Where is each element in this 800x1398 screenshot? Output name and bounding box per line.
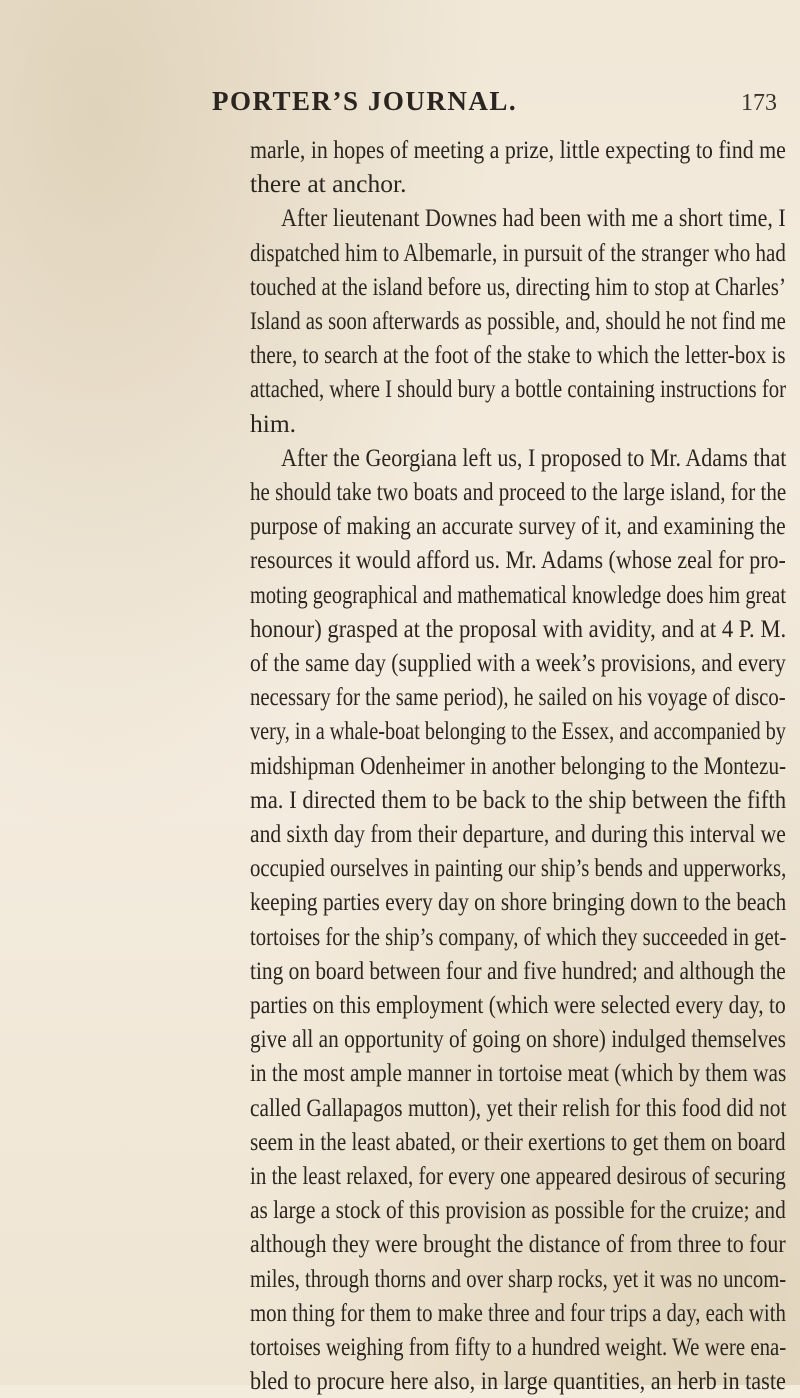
text-line: give all an opportunity of going on shore) indulged themselves: [250, 1024, 786, 1054]
text-line: he should take two boats and proceed to the large island, for the: [250, 477, 787, 506]
text-line: ting on board between four and five hundred; and although the: [250, 955, 786, 985]
text-line: occupied ourselves in painting our ship’s bends and upperworks,: [250, 853, 787, 883]
text-line: moting geographical and mathematical knowledge does him great: [250, 579, 786, 609]
text-line: and sixth day from their departure, and during this interval we: [250, 819, 786, 848]
text-line: bled to procure here also, in large quantities, an herb in taste: [250, 1366, 786, 1396]
text-line: parties on this employment (which were selected every day, to: [250, 990, 786, 1019]
text-line: keeping parties every day on shore bringing down to the beach: [250, 887, 787, 917]
text-line: necessary for the same period), he sailed on his voyage of disco-: [250, 682, 786, 712]
text-line: purpose of making an accurate survey of it, and examining the: [250, 511, 786, 541]
text-line: After lieutenant Downes had been with me a short time, I: [281, 203, 786, 233]
text-line: in the least relaxed, for every one appeared desirous of securing: [250, 1161, 786, 1190]
text-line: there at anchor.: [250, 169, 407, 199]
text-line: mon thing for them to make three and four trips a day, each with: [250, 1297, 786, 1327]
text-line: Island as soon afterwards as possible, and, should he not find me: [250, 306, 786, 335]
text-line: touched at the island before us, directing him to stop at Charles’: [250, 271, 786, 301]
text-line: resources it would afford us. Mr. Adams (whose zeal for pro-: [250, 545, 786, 575]
text-line: although they were brought the distance of from three to four: [250, 1229, 786, 1259]
text-line: in the most ample manner in tortoise meat (which by them was: [250, 1058, 787, 1088]
text-line: After the Georgiana left us, I proposed to Mr. Adams that: [281, 442, 787, 472]
text-line: tortoises for the ship’s company, of which they succeeded in get-: [250, 921, 787, 951]
text-line: him.: [250, 408, 297, 438]
text-line: seem in the least abated, or their exertions to get them on board: [250, 1126, 786, 1156]
running-title: PORTER’S JOURNAL.: [212, 86, 518, 116]
text-line: dispatched him to Albemarle, in pursuit of the stranger who had: [250, 237, 786, 267]
page-header: [0, 86, 800, 126]
text-line: miles, through thorns and over sharp rocks, yet it was no uncom-: [250, 1263, 787, 1293]
text-line: attached, where I should bury a bottle containing instructions for: [250, 374, 786, 404]
text-line: ma. I directed them to be back to the ship between the fifth: [250, 784, 787, 814]
text-line: there, to search at the foot of the stake to which the letter-box is: [250, 340, 786, 370]
text-line: as large a stock of this provision as possible for the cruize; and: [250, 1195, 786, 1225]
text-line: called Gallapagos mutton), yet their relish for this food did not: [250, 1092, 787, 1122]
text-line: very, in a whale-boat belonging to the Essex, and accompanied by: [250, 716, 786, 746]
text-line: tortoises weighing from fifty to a hundred weight. We were ena-: [250, 1332, 787, 1361]
text-line: honour) grasped at the proposal with avidity, and at 4 P. M.: [250, 613, 787, 643]
text-line: midshipman Odenheimer in another belonging to the Montezu-: [250, 750, 787, 780]
text-line: marle, in hopes of meeting a prize, little expecting to find me: [250, 135, 786, 164]
page-number: 173: [741, 90, 777, 116]
text-line: of the same day (supplied with a week’s provisions, and every: [250, 648, 786, 677]
